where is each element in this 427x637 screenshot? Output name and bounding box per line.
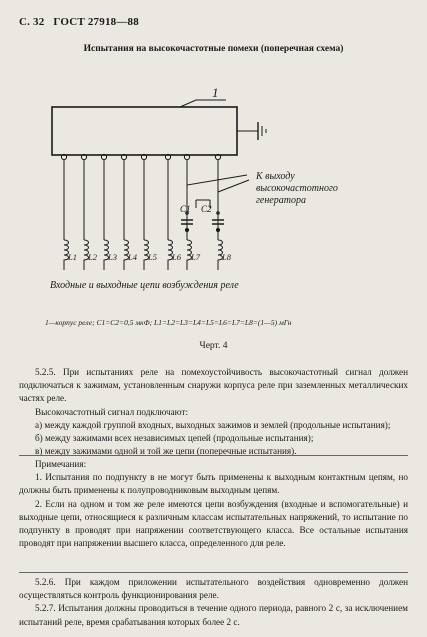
notes-bottom-rule <box>19 572 408 573</box>
inductor-label-5: L5 <box>148 252 157 262</box>
inductor-label-8: L8 <box>222 252 231 262</box>
page-header <box>19 16 145 28</box>
inductor-label-2: L2 <box>88 252 97 262</box>
list-item-b: б) между зажимами всех независимых цепей (продольные испытания); <box>35 433 314 444</box>
housing-leader <box>180 100 226 107</box>
paragraph-5-2-6: 5.2.6. При каждом приложении испытательного воздействия одновременно должен осуществляться контроль функционирования реле. <box>19 577 408 601</box>
list-item-a: а) между каждой группой входных, выходных зажимов и землей (продольные испытания); <box>35 419 391 430</box>
body-text <box>19 366 408 458</box>
cap-label-c1: C1 <box>180 204 191 214</box>
inductors <box>64 240 232 270</box>
diagram-caption: Входные и выходные цепи возбуждения реле <box>50 280 239 291</box>
paragraph-5-2-7: 5.2.7. Испытания должны проводиться в течение одного периода, равного 2 с, за исключением испытаний реле, время срабатывания которых более 2 с. <box>19 603 408 627</box>
notes-title: Примечания: <box>35 459 87 469</box>
inductor-label-6: L6 <box>172 252 181 262</box>
generator-label-line-1: К выходу <box>256 171 295 182</box>
section-title: Испытания на высокочастотные помехи (поперечная схема) <box>83 44 344 54</box>
inductor-label-1: L1 <box>68 252 77 262</box>
note-2: 2. Если на одном и том же реле имеются цепи возбуждения (входные и вспомогательные) и выходные цепи, относящиеся к различным классам испытательных напряжений, то испытание по подпункту в проводят при напряжении соответствующего класса. Все остальные испытания проводят при напряжении высшего класса, определенного для реле. <box>19 498 408 549</box>
ground-symbol <box>237 122 266 140</box>
figure-legend: 1—корпус реле; C1=C2=0,5 мкФ; L1=L2=L3=L4=L5=L6=L7=L8=(1—5) мГн <box>45 318 292 327</box>
inductor-label-7: L7 <box>191 252 200 262</box>
generator-label-line-2: высокочастотного <box>256 183 338 194</box>
note-1: 1. Испытания по подпункту в не могут быть применены к выходным контактным цепям, но должны быть применены к полупроводниковым выходным цепям. <box>19 472 408 496</box>
inductor-label-4: L4 <box>128 252 137 262</box>
figure-caption: Черт. 4 <box>199 341 228 351</box>
circuit-diagram <box>0 80 427 310</box>
paragraph-signal: Высокочастотный сигнал подключают: <box>35 406 188 417</box>
generator-label-line-3: генератора <box>256 195 306 206</box>
paragraph-5-2-5: 5.2.5. При испытаниях реле на помехоустойчивость высокочастотный сигнал должен подключаться к зажимам, установленным снаружи корпуса реле при заземленных металлических частях реле. <box>19 367 408 404</box>
relay-housing <box>52 107 237 155</box>
standard-code: ГОСТ 27918—88 <box>53 16 139 28</box>
body-text-tail <box>19 576 408 629</box>
label-1: 1 <box>212 85 219 100</box>
list-item-v: в) между зажимами одной и той же цепи (поперечные испытания). <box>35 446 297 457</box>
terminals <box>61 154 220 240</box>
notes-top-rule <box>19 455 408 456</box>
inductor-label-3: L3 <box>108 252 117 262</box>
page-number: С. 32 <box>19 16 45 28</box>
cap-label-c2: C2 <box>201 204 212 214</box>
notes-block <box>19 458 408 550</box>
capacitor-network <box>181 175 249 232</box>
